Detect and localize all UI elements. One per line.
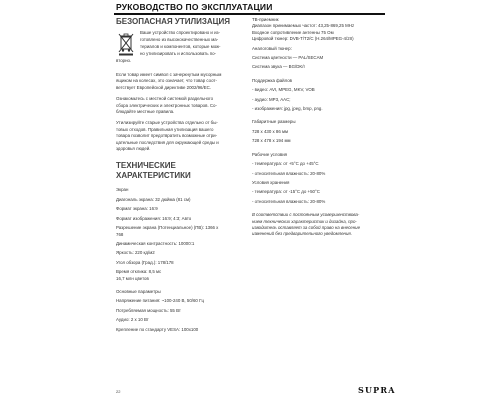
spec-item: Угол обзора (Град.): 178/178 — [116, 259, 174, 265]
disposal-text-line: цательные последствия для окружающей среды и — [116, 139, 219, 145]
disposal-text-line: ящиком на колесах, это означает, что товар соот- — [116, 78, 217, 84]
right-column — [252, 17, 384, 238]
disposal-text-line: ветствует Европейской директиве 2002/96/ЕС. — [116, 84, 212, 90]
spec-title: ТЕХНИЧЕСКИЕ ХАРАКТЕРИСТИКИ — [116, 161, 191, 181]
spec-heading: Аналоговый тюнер: — [252, 45, 292, 51]
spec-item: Формат изображения: 16:9; 4:3; Авто — [116, 215, 192, 221]
note-line: изводитель оставляет за собой право на внесение — [252, 224, 361, 230]
supra-logo: SUPRA — [358, 385, 396, 395]
spec-item: Аудио: 2 х 10 Вт — [116, 317, 149, 323]
spec-item: Формат экрана: 16:9 — [116, 206, 158, 212]
left-column — [116, 17, 241, 333]
spec-item: Диапазон принимаемых частот: 43,25-869,25 MHz — [252, 23, 355, 29]
spec-heading: Экран — [116, 187, 129, 193]
spec-heading: Поддержка файлов — [252, 77, 293, 83]
spec-item: Разрешение экрана (Потенциальное) (ПВ): 1366 х — [116, 225, 219, 231]
disposal-line: Ваше устройство спроектировано и из- — [140, 30, 221, 35]
note-line: изменений без предварительного уведомления. — [252, 231, 352, 237]
disposal-line: готовлено из высококачественных ма- — [140, 37, 219, 42]
disposal-text-line: товых отходов. Правильная утилизация вашего — [116, 126, 214, 132]
spec-item: 16,7 млн цветов — [116, 275, 149, 281]
spec-heading: Габаритные размеры — [252, 119, 296, 125]
note-line: нием технических характеристик и дизайна, про- — [252, 218, 357, 224]
spec-item: Система звука — BG/DK/I — [252, 64, 305, 70]
spec-heading: Условия хранения — [252, 179, 290, 185]
disposal-line: териалов и компонентов, которые мож- — [140, 44, 221, 49]
disposal-line: вторно. — [116, 58, 132, 63]
page-number: 22 — [116, 389, 121, 394]
disposal-text-line: Утилизируйте старые устройства отдельно от бы- — [116, 120, 218, 126]
spec-item: Потребляемая мощность: 55 Вт — [116, 307, 181, 313]
spec-item: Напряжение питания: ~100-240 В, 50/60 Гц — [116, 298, 204, 304]
disposal-title: БЕЗОПАСНАЯ УТИЛИЗАЦИЯ — [116, 17, 230, 26]
disposal-text-line: Если товар имеет символ с зачеркнутым мусорным — [116, 72, 222, 77]
spec-item: - температура: от +5°C до +45°C — [252, 161, 319, 167]
spec-item: 728 х 430 х 86 мм — [252, 128, 289, 134]
disposal-text-line: Ознакомьтесь с местной системой раздельного — [116, 96, 214, 102]
spec-item: - аудио: MP3, AAC; — [252, 96, 291, 102]
crossed-bin-icon — [118, 32, 134, 56]
spec-item: 768 — [116, 231, 124, 237]
spec-item: Время отклика: 8,5 мс — [116, 269, 162, 275]
spec-item: Динамическая контрастность: 10000:1 — [116, 240, 195, 246]
spec-item: Яркость: 220 кд/м2 — [116, 250, 155, 256]
spec-item: Входное сопротивление антенны 75 Ом — [252, 29, 334, 35]
spec-item: - относительная влажность: 20-80% — [252, 198, 326, 204]
spec-item: Цифровой тюнер: DVB-T/T2/C (H.264/MPEG-4/2II) — [252, 36, 354, 42]
disposal-line: но утилизировать и использовать по- — [140, 51, 216, 56]
spec-item: Система цветности — PAL/SECAM — [252, 55, 324, 61]
spec-heading: Рабочие условия — [252, 151, 288, 157]
disposal-text-line: сбора электрических и электронных товаров. Со- — [116, 102, 217, 108]
disposal-text-line: блюдайте местные правила. — [116, 109, 175, 115]
disposal-text-line: товара позволит предотвратить возможные отри- — [116, 133, 218, 139]
disposal-text-line: здоровья людей. — [116, 146, 151, 152]
note-line: В соответствии с постоянным усовершенствова- — [252, 212, 360, 218]
header-divider — [114, 13, 385, 15]
spec-heading: ТВ-приемник — [252, 17, 279, 22]
spec-item: 728 х 478 х 194 мм — [252, 138, 291, 144]
spec-item: - температура: от -15°C до +50°C — [252, 189, 320, 195]
spec-item: Крепление по стандарту VESA: 100х100 — [116, 326, 199, 332]
spec-item: Диагональ экрана: 32 дюйма (81 см) — [116, 196, 191, 202]
spec-heading: Основные параметры — [116, 288, 161, 294]
disposal-icon-block — [116, 30, 241, 72]
revision-note — [252, 212, 384, 238]
page-header-title: РУКОВОДСТВО ПО ЭКСПЛУАТАЦИИ — [116, 2, 273, 12]
spec-item: - видео: AVI, MPEG, MKV, VOB — [252, 87, 315, 93]
spec-item: - изображения: jpg, jpeg, bmp, png. — [252, 106, 323, 112]
spec-item: - относительная влажность: 20-80% — [252, 170, 326, 176]
